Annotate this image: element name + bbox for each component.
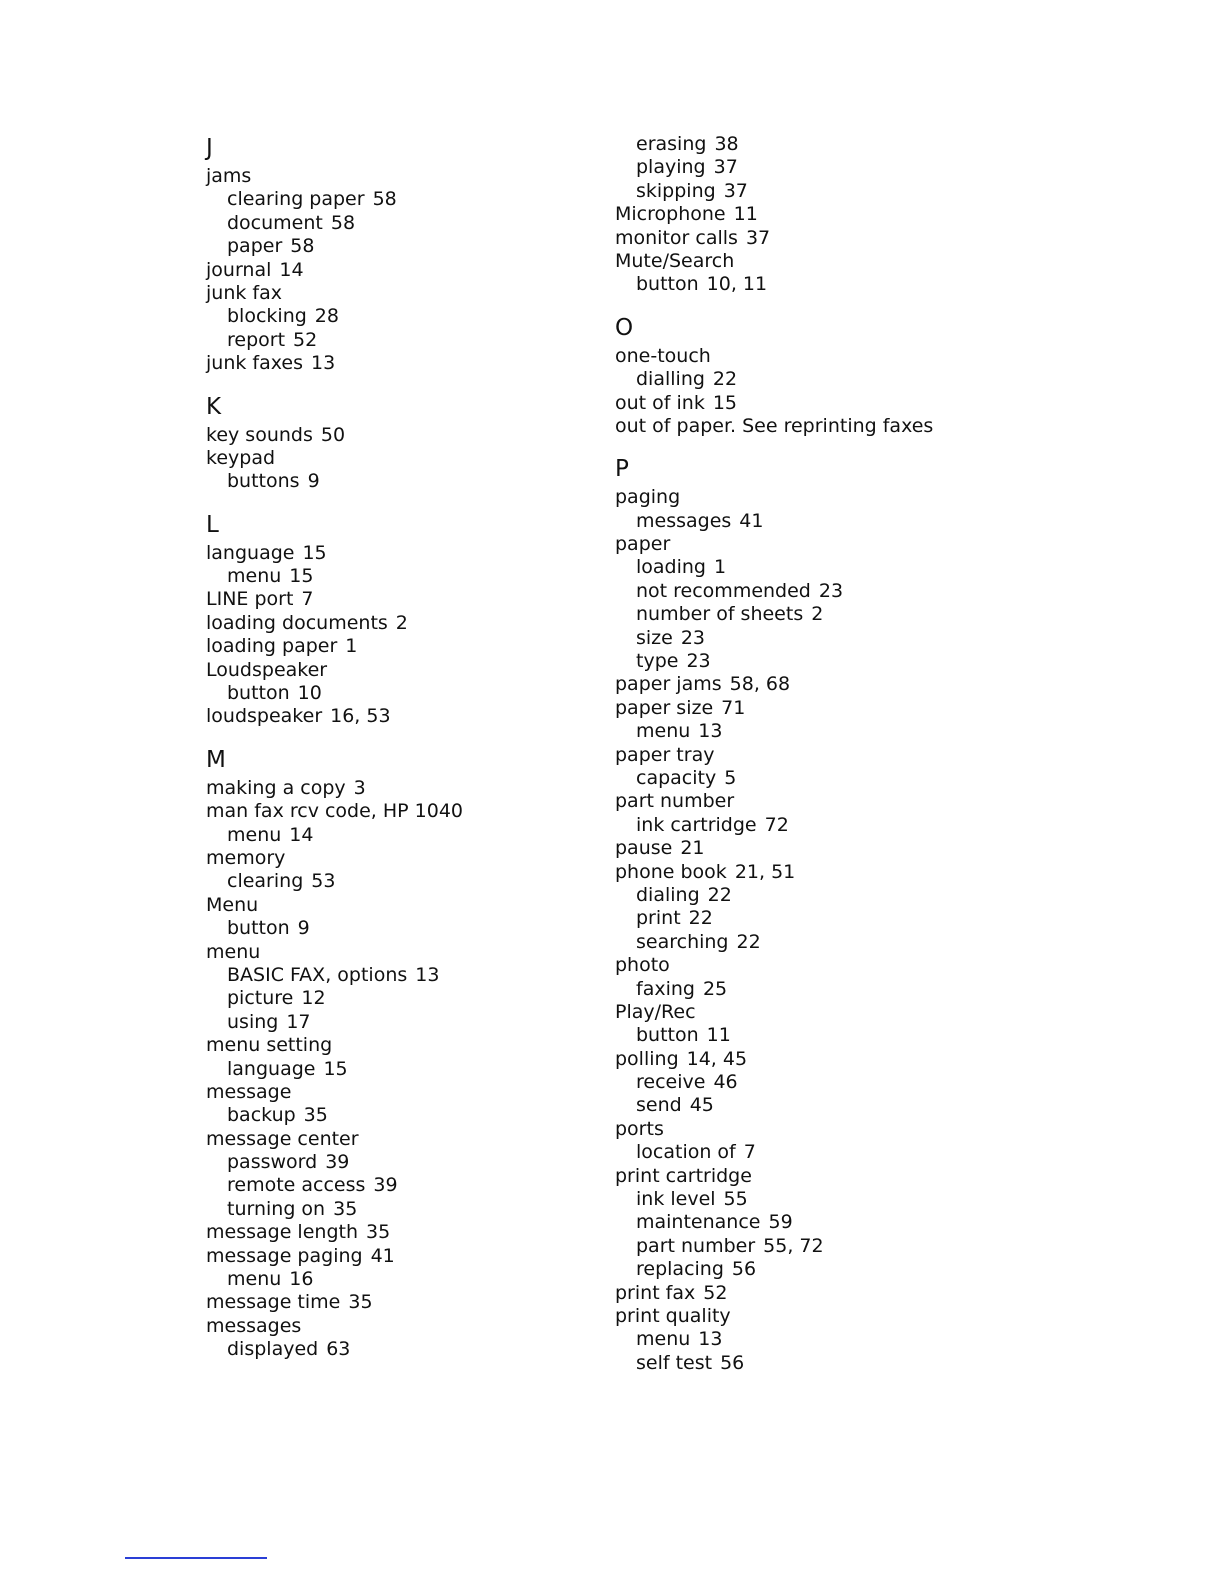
index-term: size bbox=[636, 626, 673, 649]
index-term: menu bbox=[636, 720, 691, 743]
index-subentry bbox=[206, 1058, 626, 1081]
index-page-numbers: 55 bbox=[723, 1188, 748, 1211]
index-page-numbers: 23 bbox=[818, 579, 844, 602]
index-term: paper jams bbox=[615, 673, 722, 696]
index-page-numbers: 37 bbox=[745, 226, 771, 249]
index-page-numbers: 38 bbox=[714, 133, 739, 155]
index-term: menu bbox=[206, 940, 261, 963]
index-term: remote access bbox=[227, 1174, 366, 1197]
index-page-numbers: 23 bbox=[686, 650, 711, 673]
index-entry bbox=[206, 542, 626, 565]
index-page-numbers: 58 bbox=[330, 211, 356, 234]
index-page-numbers: 13 bbox=[311, 352, 336, 375]
index-page-numbers: 1 bbox=[714, 556, 727, 579]
index-page-numbers: 21, 51 bbox=[734, 860, 796, 883]
index-subentry bbox=[615, 368, 1035, 391]
index-entry bbox=[206, 1315, 626, 1338]
index-page-numbers: 7 bbox=[743, 1141, 756, 1164]
index-term: ink cartridge bbox=[636, 813, 757, 836]
index-term: print bbox=[636, 907, 681, 930]
index-entry bbox=[206, 1245, 626, 1268]
index-term: button bbox=[227, 682, 290, 705]
index-entry bbox=[615, 837, 1035, 860]
index-term: part number bbox=[615, 790, 735, 813]
index-term: receive bbox=[636, 1071, 706, 1094]
index-page-numbers: 13 bbox=[415, 963, 440, 986]
index-subentry bbox=[206, 305, 626, 328]
index-page-numbers: 55, 72 bbox=[763, 1234, 824, 1257]
index-entry bbox=[206, 352, 626, 375]
index-term: send bbox=[636, 1094, 682, 1117]
index-term: journal bbox=[206, 258, 272, 281]
footer-rule bbox=[125, 1557, 267, 1559]
index-page-numbers: 58 bbox=[372, 188, 397, 211]
index-entry bbox=[206, 705, 626, 728]
index-term: phone book bbox=[615, 860, 727, 883]
index-term: loudspeaker bbox=[206, 705, 323, 728]
index-subentry bbox=[615, 1094, 1035, 1117]
index-term: buttons bbox=[227, 470, 300, 493]
index-page-numbers: 35 bbox=[366, 1221, 391, 1244]
index-subentry bbox=[206, 987, 626, 1010]
index-page-numbers: 52 bbox=[703, 1281, 728, 1304]
index-page-numbers: 56 bbox=[720, 1351, 745, 1374]
index-subentry bbox=[615, 156, 1035, 179]
index-page-numbers: 13 bbox=[698, 720, 723, 743]
index-term: message time bbox=[206, 1291, 341, 1314]
index-term: part number bbox=[636, 1234, 756, 1257]
index-page-numbers: 35 bbox=[348, 1291, 373, 1314]
index-entry bbox=[615, 861, 1035, 884]
index-page-numbers: 3 bbox=[353, 776, 366, 799]
index-term: out of paper. See reprinting faxes bbox=[615, 414, 934, 437]
index-term: loading bbox=[636, 556, 706, 579]
index-page-numbers: 56 bbox=[731, 1258, 757, 1281]
index-term: print cartridge bbox=[615, 1164, 752, 1187]
index-subentry bbox=[615, 1188, 1035, 1211]
index-page-numbers: 15 bbox=[302, 541, 327, 564]
index-entry bbox=[615, 415, 1035, 438]
index-term: menu setting bbox=[206, 1034, 333, 1057]
index-term: loading paper bbox=[206, 635, 338, 658]
index-term: replacing bbox=[636, 1258, 724, 1281]
index-subentry bbox=[206, 470, 626, 493]
index-subentry bbox=[206, 824, 626, 847]
index-page-numbers: 22 bbox=[688, 907, 713, 930]
index-entry bbox=[206, 447, 626, 470]
index-page-numbers: 41 bbox=[370, 1244, 395, 1267]
index-term: menu bbox=[636, 1328, 691, 1351]
index-page-numbers: 53 bbox=[311, 870, 336, 893]
index-term: menu bbox=[227, 565, 282, 588]
index-term: using bbox=[227, 1010, 279, 1033]
index-entry bbox=[615, 1282, 1035, 1305]
index-term: backup bbox=[227, 1104, 296, 1127]
index-entry bbox=[615, 1048, 1035, 1071]
index-term: Mute/Search bbox=[615, 249, 735, 272]
index-subentry bbox=[206, 329, 626, 352]
index-term: searching bbox=[636, 930, 729, 953]
index-entry bbox=[206, 777, 626, 800]
index-entry bbox=[206, 659, 626, 682]
index-letter-heading: O bbox=[615, 314, 634, 341]
index-subentry bbox=[206, 1268, 626, 1291]
index-page-numbers: 28 bbox=[314, 305, 339, 328]
index-term: location of bbox=[636, 1141, 736, 1164]
index-entry bbox=[206, 588, 626, 611]
index-subentry bbox=[206, 1198, 626, 1221]
index-page-numbers: 2 bbox=[395, 611, 408, 634]
index-subentry bbox=[615, 1258, 1035, 1281]
index-page-numbers: 45 bbox=[689, 1094, 714, 1117]
index-term: menu bbox=[227, 823, 282, 846]
index-entry bbox=[206, 282, 626, 305]
index-subentry bbox=[615, 627, 1035, 650]
index-term: one-touch bbox=[615, 344, 711, 367]
index-term: erasing bbox=[636, 133, 707, 155]
index-term: messages bbox=[636, 509, 732, 532]
index-subentry bbox=[206, 1151, 626, 1174]
index-subentry bbox=[206, 212, 626, 235]
index-entry bbox=[615, 1001, 1035, 1024]
index-letter-heading: J bbox=[206, 135, 213, 161]
index-term: jams bbox=[206, 165, 252, 187]
index-page-numbers: 7 bbox=[301, 588, 314, 611]
index-page-numbers: 72 bbox=[764, 813, 789, 836]
index-column-left bbox=[206, 133, 626, 1362]
index-subentry bbox=[615, 180, 1035, 203]
index-term: keypad bbox=[206, 446, 276, 469]
index-term: pause bbox=[615, 837, 673, 860]
index-term: displayed bbox=[227, 1338, 319, 1361]
index-term: button bbox=[227, 917, 290, 940]
index-subentry bbox=[615, 1141, 1035, 1164]
index-entry bbox=[206, 1081, 626, 1104]
index-entry bbox=[206, 259, 626, 282]
index-term: picture bbox=[227, 987, 294, 1010]
index-entry bbox=[206, 800, 626, 823]
index-entry bbox=[615, 227, 1035, 250]
index-page-numbers: 11 bbox=[733, 203, 758, 226]
index-term: skipping bbox=[636, 179, 716, 202]
index-subentry bbox=[615, 907, 1035, 930]
index-subentry bbox=[615, 510, 1035, 533]
index-entry bbox=[615, 790, 1035, 813]
index-subentry bbox=[206, 1338, 626, 1361]
index-page-numbers: 22 bbox=[736, 930, 761, 953]
index-page-numbers: 22 bbox=[707, 883, 732, 906]
index-term: clearing bbox=[227, 870, 304, 893]
index-term: language bbox=[227, 1057, 316, 1080]
index-term: password bbox=[227, 1151, 318, 1174]
index-term: out of ink bbox=[615, 391, 705, 414]
index-entry bbox=[206, 1221, 626, 1244]
index-term: message center bbox=[206, 1127, 359, 1150]
index-page-numbers: 16, 53 bbox=[330, 705, 391, 728]
index-page-numbers: 14 bbox=[279, 258, 304, 281]
index-term: button bbox=[636, 1024, 699, 1047]
index-term: maintenance bbox=[636, 1211, 761, 1234]
index-page-numbers: 1 bbox=[345, 635, 358, 658]
index-page-numbers: 63 bbox=[326, 1338, 351, 1361]
index-page-numbers: 15 bbox=[712, 391, 738, 414]
index-entry bbox=[615, 533, 1035, 556]
index-entry bbox=[206, 941, 626, 964]
index-letter-heading: P bbox=[615, 456, 629, 483]
index-entry bbox=[615, 345, 1035, 368]
index-page-numbers: 52 bbox=[293, 328, 318, 351]
index-entry bbox=[615, 1305, 1035, 1328]
index-entry bbox=[615, 250, 1035, 273]
index-entry bbox=[615, 954, 1035, 977]
index-subentry bbox=[615, 814, 1035, 837]
index-page-numbers: 9 bbox=[297, 917, 310, 940]
index-term: report bbox=[227, 328, 286, 351]
index-term: paging bbox=[615, 486, 681, 509]
index-entry bbox=[615, 1165, 1035, 1188]
index-page-numbers: 15 bbox=[289, 565, 314, 588]
index-letter-heading: M bbox=[206, 746, 226, 773]
index-term: paper size bbox=[615, 696, 714, 719]
index-term: button bbox=[636, 273, 699, 296]
index-subentry bbox=[615, 1235, 1035, 1258]
index-page-numbers: 22 bbox=[712, 368, 738, 391]
index-page-numbers: 21 bbox=[680, 837, 705, 860]
index-subentry bbox=[615, 767, 1035, 790]
index-term: paper tray bbox=[615, 743, 715, 766]
index-term: message bbox=[206, 1080, 292, 1103]
index-entry bbox=[206, 424, 626, 447]
index-subentry bbox=[615, 650, 1035, 673]
index-subentry bbox=[615, 1352, 1035, 1375]
index-entry bbox=[615, 744, 1035, 767]
index-page-numbers: 14 bbox=[289, 823, 314, 846]
index-subentry bbox=[615, 978, 1035, 1001]
index-entry bbox=[615, 697, 1035, 720]
index-subentry bbox=[206, 682, 626, 705]
index-page-numbers: 58, 68 bbox=[729, 673, 791, 696]
index-page-numbers: 9 bbox=[307, 470, 320, 493]
index-subentry bbox=[206, 917, 626, 940]
index-term: memory bbox=[206, 846, 286, 869]
index-subentry bbox=[615, 931, 1035, 954]
index-page-numbers: 13 bbox=[698, 1328, 723, 1351]
index-term: self test bbox=[636, 1351, 713, 1374]
index-page-numbers: 23 bbox=[680, 626, 706, 649]
index-subentry bbox=[615, 580, 1035, 603]
index-term: message length bbox=[206, 1221, 358, 1244]
index-letter-heading: L bbox=[206, 511, 219, 538]
index-term: loading documents bbox=[206, 611, 388, 634]
index-term: Microphone bbox=[615, 203, 726, 226]
index-subentry bbox=[615, 1328, 1035, 1351]
index-term: print fax bbox=[615, 1281, 696, 1304]
index-page-numbers: 71 bbox=[721, 696, 746, 719]
index-term: Loudspeaker bbox=[206, 658, 328, 681]
index-subentry bbox=[615, 273, 1035, 296]
index-term: photo bbox=[615, 954, 670, 977]
index-term: LINE port bbox=[206, 588, 294, 611]
index-entry bbox=[206, 1128, 626, 1151]
index-term: paper bbox=[615, 533, 671, 556]
index-term: BASIC FAX, options bbox=[227, 963, 408, 986]
index-entry bbox=[206, 847, 626, 870]
index-page-numbers: 46 bbox=[713, 1071, 738, 1094]
index-entry bbox=[206, 1291, 626, 1314]
index-term: paper bbox=[227, 235, 283, 258]
index-subentry bbox=[206, 964, 626, 987]
index-subentry bbox=[206, 870, 626, 893]
index-page-numbers: 11 bbox=[706, 1024, 731, 1047]
index-subentry bbox=[206, 565, 626, 588]
index-page-numbers: 37 bbox=[713, 156, 738, 179]
index-page-numbers: 2 bbox=[811, 603, 824, 626]
index-term: messages bbox=[206, 1314, 302, 1337]
index-page-numbers: 39 bbox=[325, 1151, 350, 1174]
index-subentry bbox=[206, 1104, 626, 1127]
index-term: print quality bbox=[615, 1304, 731, 1327]
index-term: message paging bbox=[206, 1244, 363, 1267]
index-page-numbers: 41 bbox=[739, 509, 764, 532]
index-page-numbers: 35 bbox=[333, 1197, 358, 1220]
index-page-numbers: 16 bbox=[289, 1268, 314, 1291]
index-page-numbers: 10 bbox=[297, 682, 322, 705]
index-subentry bbox=[615, 133, 1035, 156]
index-subentry bbox=[206, 235, 626, 258]
index-term: faxing bbox=[636, 977, 695, 1000]
index-entry bbox=[615, 392, 1035, 415]
index-page-numbers: 17 bbox=[286, 1010, 311, 1033]
index-entry bbox=[206, 635, 626, 658]
index-subentry bbox=[206, 1174, 626, 1197]
index-term: playing bbox=[636, 156, 706, 179]
index-term: ports bbox=[615, 1117, 664, 1140]
index-term: ink level bbox=[636, 1188, 716, 1211]
index-term: language bbox=[206, 541, 295, 564]
index-entry bbox=[615, 486, 1035, 509]
index-term: dialling bbox=[636, 368, 705, 391]
index-page-numbers: 25 bbox=[702, 977, 728, 1000]
index-term: junk faxes bbox=[206, 352, 303, 375]
index-page-numbers: 39 bbox=[373, 1174, 398, 1197]
index-entry bbox=[206, 1034, 626, 1057]
index-page-numbers: 12 bbox=[301, 987, 326, 1010]
index-subentry bbox=[206, 188, 626, 211]
index-letter-heading: K bbox=[206, 393, 222, 420]
index-term: junk fax bbox=[206, 281, 282, 304]
index-entry bbox=[206, 165, 626, 188]
index-page-numbers: 35 bbox=[303, 1104, 328, 1127]
index-term: menu bbox=[227, 1268, 282, 1291]
index-term: blocking bbox=[227, 305, 307, 328]
index-page-numbers: 5 bbox=[724, 766, 737, 789]
index-entry bbox=[615, 1118, 1035, 1141]
index-subentry bbox=[615, 720, 1035, 743]
index-page-numbers: 59 bbox=[768, 1211, 793, 1234]
index-term: dialing bbox=[636, 883, 700, 906]
index-subentry bbox=[206, 1011, 626, 1034]
index-term: clearing paper bbox=[227, 188, 365, 211]
index-term: capacity bbox=[636, 766, 717, 789]
index-page-numbers: 15 bbox=[323, 1057, 348, 1080]
index-term: number of sheets bbox=[636, 603, 804, 626]
index-subentry bbox=[615, 556, 1035, 579]
index-entry bbox=[206, 612, 626, 635]
index-page-numbers: 14, 45 bbox=[686, 1047, 748, 1070]
index-subentry bbox=[615, 884, 1035, 907]
index-term: key sounds bbox=[206, 423, 313, 446]
index-page-numbers: 50 bbox=[320, 423, 346, 446]
index-term: monitor calls bbox=[615, 226, 738, 249]
index-subentry bbox=[615, 1071, 1035, 1094]
index-page-numbers: 10, 11 bbox=[706, 273, 768, 296]
index-entry bbox=[206, 894, 626, 917]
index-term: turning on bbox=[227, 1197, 326, 1220]
index-subentry bbox=[615, 1211, 1035, 1234]
index-term: document bbox=[227, 211, 323, 234]
index-term: man fax rcv code, HP 1040 bbox=[206, 800, 464, 823]
index-term: Menu bbox=[206, 893, 259, 916]
index-term: type bbox=[636, 650, 679, 673]
index-subentry bbox=[615, 603, 1035, 626]
index-page-numbers: 58 bbox=[290, 235, 315, 258]
index-term: not recommended bbox=[636, 579, 811, 602]
index-term: Play/Rec bbox=[615, 1000, 696, 1023]
index-subentry bbox=[615, 1024, 1035, 1047]
index-term: making a copy bbox=[206, 776, 346, 799]
index-page-numbers: 37 bbox=[723, 179, 748, 202]
index-column-right bbox=[615, 133, 1035, 1375]
index-entry bbox=[615, 203, 1035, 226]
index-term: polling bbox=[615, 1047, 679, 1070]
index-entry bbox=[615, 673, 1035, 696]
